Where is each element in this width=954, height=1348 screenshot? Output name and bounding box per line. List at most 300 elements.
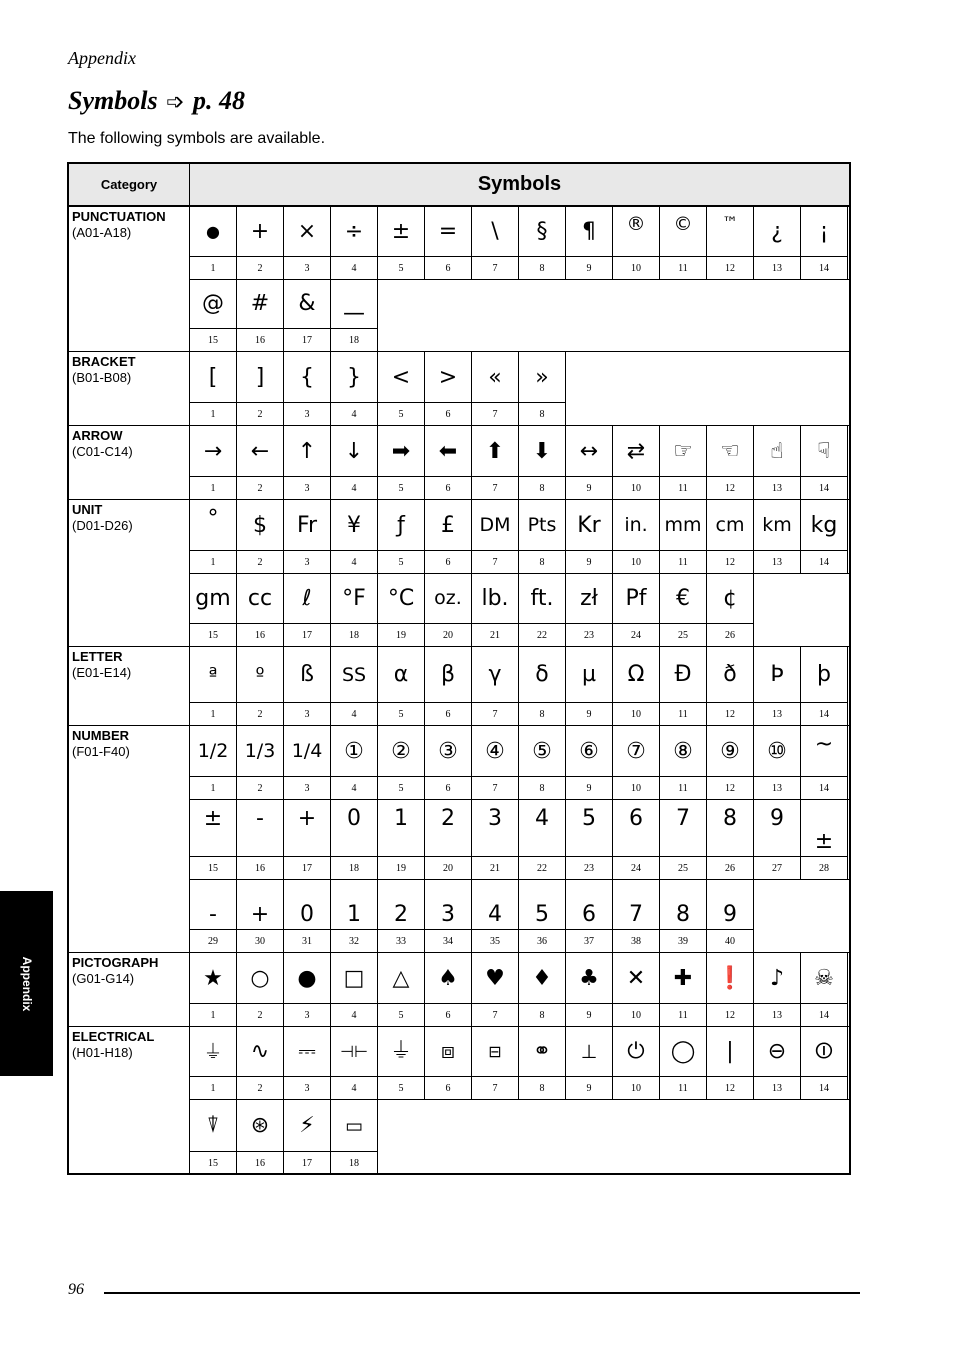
symbol-cell <box>754 800 801 880</box>
symbol-number: 3 <box>284 476 330 499</box>
symbol-number: 3 <box>284 1003 330 1026</box>
symbol-glyph: ♦ <box>532 965 552 991</box>
symbol-cell <box>472 207 519 280</box>
symbol-number: 9 <box>566 776 612 799</box>
symbol-cell <box>707 573 754 647</box>
symbol-number: 28 <box>801 856 847 879</box>
symbol-number: 2 <box>237 776 283 799</box>
symbol-number: 4 <box>331 702 377 725</box>
symbol-number: 13 <box>754 550 800 573</box>
symbol-number: 6 <box>425 776 471 799</box>
symbol-cell <box>425 880 472 953</box>
symbol-glyph: ⎓ <box>298 1039 316 1064</box>
symbol-number: 14 <box>801 256 847 279</box>
symbol-number: 16 <box>237 623 283 646</box>
symbol-number: 13 <box>754 1003 800 1026</box>
symbol-cell <box>613 726 660 800</box>
symbol-cell <box>472 426 519 500</box>
symbol-glyph: [ <box>208 364 218 390</box>
symbol-number: 22 <box>519 623 565 646</box>
symbol-cell <box>190 500 237 574</box>
symbol-number: 8 <box>519 1003 565 1026</box>
symbol-cell <box>331 500 378 574</box>
symbol-cell <box>754 953 801 1027</box>
symbol-number: 12 <box>707 702 753 725</box>
symbol-number: 17 <box>284 328 330 351</box>
symbol-glyph: ƒ <box>397 512 405 538</box>
symbol-glyph: { <box>300 364 314 390</box>
symbol-glyph: ® <box>626 213 646 235</box>
symbol-number: 1 <box>190 1003 236 1026</box>
symbol-glyph: ÷ <box>344 219 364 244</box>
symbol-number: 5 <box>378 1003 424 1026</box>
symbol-cell <box>378 1027 425 1100</box>
title-text: Symbols <box>68 86 158 115</box>
symbol-cell <box>425 726 472 800</box>
symbol-number: 18 <box>331 856 377 879</box>
symbol-glyph: lb. <box>481 585 509 611</box>
symbol-number: 11 <box>660 702 706 725</box>
symbol-cell <box>519 1027 566 1100</box>
footer-rule <box>104 1292 860 1294</box>
symbol-cell <box>378 573 425 647</box>
symbol-glyph: þ <box>817 662 831 687</box>
symbol-cell <box>284 953 331 1027</box>
symbol-number: 12 <box>707 256 753 279</box>
symbol-cell <box>707 880 754 953</box>
symbol-glyph: » <box>535 364 549 390</box>
symbol-glyph: + <box>297 806 317 831</box>
symbol-cell <box>566 953 613 1027</box>
symbol-number: 6 <box>425 256 471 279</box>
symbol-number: 9 <box>566 550 612 573</box>
symbol-glyph: ● <box>206 222 220 241</box>
symbol-number: 15 <box>190 623 236 646</box>
category-name: NUMBER <box>72 728 130 743</box>
symbol-cell <box>190 207 237 280</box>
symbol-cell <box>237 1027 284 1100</box>
symbol-glyph: ⑩ <box>767 738 787 764</box>
symbol-glyph: ¢ <box>723 585 737 611</box>
symbol-cell <box>237 500 284 574</box>
symbol-number: 23 <box>566 856 612 879</box>
symbol-number: 4 <box>331 256 377 279</box>
symbol-cell <box>284 207 331 280</box>
symbol-glyph: β <box>440 662 456 687</box>
symbol-number: 13 <box>754 702 800 725</box>
symbol-number: 12 <box>707 550 753 573</box>
symbol-cell <box>472 800 519 880</box>
symbol-glyph: ❗ <box>716 965 744 991</box>
symbol-number: 11 <box>660 776 706 799</box>
symbol-number: 10 <box>613 702 659 725</box>
symbol-glyph: 0 <box>300 902 314 927</box>
symbol-cell <box>754 1027 801 1100</box>
symbol-cell <box>378 352 425 426</box>
symbol-glyph: ☠ <box>814 965 834 991</box>
category-name: BRACKET <box>72 354 136 369</box>
symbol-glyph: ⚭ <box>532 1039 552 1064</box>
symbol-glyph: ♠ <box>438 965 458 991</box>
symbol-cell <box>284 1100 331 1175</box>
symbol-number: 16 <box>237 1151 283 1174</box>
symbol-cell <box>801 207 848 280</box>
symbol-glyph: # <box>250 291 270 316</box>
symbol-glyph: © <box>673 213 693 235</box>
symbol-cell <box>284 800 331 880</box>
symbol-number: 20 <box>425 856 471 879</box>
symbol-cell <box>237 647 284 726</box>
symbol-cell <box>707 500 754 574</box>
symbol-glyph: ★ <box>203 965 223 991</box>
symbol-number: 15 <box>190 1151 236 1174</box>
symbol-glyph: ↔ <box>579 438 599 464</box>
symbol-cell <box>190 800 237 880</box>
symbol-cell <box>519 726 566 800</box>
symbol-cell <box>190 726 237 800</box>
symbol-glyph: → <box>203 438 223 464</box>
symbol-glyph: - <box>256 806 264 831</box>
category-arrow <box>69 426 190 500</box>
symbol-number: 2 <box>237 550 283 573</box>
symbol-cell <box>331 726 378 800</box>
symbol-cell <box>754 426 801 500</box>
symbol-cell <box>519 953 566 1027</box>
category-range: (D01-D26) <box>72 518 133 533</box>
symbol-cell <box>660 426 707 500</box>
symbol-cell <box>519 880 566 953</box>
symbol-glyph: SS <box>341 663 367 686</box>
symbol-glyph: 5 <box>535 902 549 927</box>
symbol-glyph: + <box>250 902 270 927</box>
symbol-glyph: ◯ <box>670 1039 696 1064</box>
symbol-cell <box>754 726 801 800</box>
symbol-glyph: δ <box>535 662 549 687</box>
symbol-number: 27 <box>754 856 800 879</box>
symbol-cell <box>519 800 566 880</box>
symbol-glyph: × <box>297 219 317 244</box>
symbol-cell <box>237 880 284 953</box>
symbol-glyph: zł <box>580 585 598 611</box>
symbol-glyph: 1/2 <box>197 740 229 762</box>
symbol-number: 10 <box>613 476 659 499</box>
symbol-glyph: º <box>255 663 265 686</box>
header-symbols: Symbols <box>190 164 849 207</box>
symbol-glyph: ß <box>300 662 314 687</box>
symbol-number: 14 <box>801 476 847 499</box>
symbol-glyph: ± <box>203 806 223 831</box>
symbol-glyph: 7 <box>676 806 690 831</box>
symbol-cell <box>566 880 613 953</box>
symbol-glyph: $ <box>253 512 267 538</box>
symbol-cell <box>284 573 331 647</box>
symbol-cell <box>190 1027 237 1100</box>
symbol-glyph: in. <box>624 514 648 536</box>
running-head: Appendix <box>68 48 136 68</box>
symbol-cell <box>284 880 331 953</box>
symbol-number: 12 <box>707 1076 753 1099</box>
symbol-cell <box>237 800 284 880</box>
symbol-glyph: ⑧ <box>673 738 693 764</box>
symbols-table <box>67 162 851 1175</box>
symbol-glyph: ℓ <box>302 585 312 611</box>
category-pictograph <box>69 953 190 1027</box>
symbol-number: 14 <box>801 702 847 725</box>
symbol-number: 2 <box>237 1076 283 1099</box>
symbol-glyph: ☜ <box>720 438 740 464</box>
symbol-cell <box>566 800 613 880</box>
symbol-number: 14 <box>801 1076 847 1099</box>
symbol-number: 9 <box>566 702 612 725</box>
symbol-cell <box>707 953 754 1027</box>
symbol-cell <box>237 426 284 500</box>
symbol-cell <box>378 953 425 1027</box>
symbol-number: 7 <box>472 256 518 279</box>
symbol-glyph: ± <box>814 829 834 854</box>
symbol-number: 8 <box>519 776 565 799</box>
symbol-cell <box>190 279 237 352</box>
symbol-number: 16 <box>237 328 283 351</box>
symbol-number: 16 <box>237 856 283 879</box>
symbol-number: 7 <box>472 702 518 725</box>
symbol-cell <box>425 800 472 880</box>
symbol-glyph: ⍒ <box>206 1113 220 1138</box>
symbol-cell <box>331 880 378 953</box>
symbol-cell <box>660 726 707 800</box>
symbol-number: 25 <box>660 856 706 879</box>
symbol-cell <box>331 953 378 1027</box>
symbol-number: 12 <box>707 1003 753 1026</box>
symbol-number: 37 <box>566 929 612 952</box>
symbol-cell <box>566 647 613 726</box>
symbol-number: 14 <box>801 550 847 573</box>
symbol-cell <box>425 500 472 574</box>
symbol-cell <box>566 1027 613 1100</box>
symbol-number: 3 <box>284 402 330 425</box>
symbol-cell <box>801 500 848 574</box>
page-title <box>68 86 245 116</box>
symbol-glyph: 0 <box>347 806 361 831</box>
symbol-glyph: ♪ <box>769 965 785 991</box>
symbol-glyph: km <box>762 514 792 536</box>
symbol-number: 24 <box>613 623 659 646</box>
symbol-glyph: \ <box>491 219 499 244</box>
symbol-cell <box>237 279 284 352</box>
title-page-ref[interactable]: p. 48 <box>193 86 246 115</box>
symbol-cell <box>613 426 660 500</box>
symbol-glyph: DM <box>479 514 511 536</box>
symbol-glyph: Pf <box>625 585 647 611</box>
symbol-glyph: 3 <box>488 806 502 831</box>
category-name: LETTER <box>72 649 123 664</box>
symbol-number: 8 <box>519 256 565 279</box>
symbol-glyph: € <box>676 585 690 611</box>
symbol-number: 5 <box>378 476 424 499</box>
category-range: (E01-E14) <box>72 665 132 680</box>
category-letter <box>69 647 190 726</box>
symbol-number: 11 <box>660 476 706 499</box>
page-number: 96 <box>68 1281 84 1298</box>
category-name: PICTOGRAPH <box>72 955 159 970</box>
symbol-glyph: 1 <box>347 902 361 927</box>
symbol-number: 5 <box>378 550 424 573</box>
symbol-number: 7 <box>472 776 518 799</box>
symbol-cell <box>425 352 472 426</box>
symbol-cell <box>707 207 754 280</box>
symbol-glyph: ⊛ <box>250 1113 270 1138</box>
symbol-cell <box>331 426 378 500</box>
symbol-glyph: ▭ <box>345 1114 363 1137</box>
symbol-cell <box>472 880 519 953</box>
symbol-cell <box>801 800 848 880</box>
symbol-number: 4 <box>331 476 377 499</box>
symbol-cell <box>519 573 566 647</box>
symbol-glyph: 4 <box>535 806 549 831</box>
symbol-glyph: 4 <box>488 902 502 927</box>
symbol-cell <box>660 1027 707 1100</box>
symbol-number: 19 <box>378 856 424 879</box>
symbol-glyph: ⑤ <box>532 738 552 764</box>
symbol-number: 4 <box>331 1003 377 1026</box>
symbol-number: 13 <box>754 256 800 279</box>
symbol-glyph: ☞ <box>673 438 693 464</box>
symbol-number: 2 <box>237 256 283 279</box>
symbol-cell <box>519 647 566 726</box>
symbol-cell <box>566 726 613 800</box>
symbol-number: 10 <box>613 256 659 279</box>
symbol-glyph: § <box>536 219 548 244</box>
symbol-glyph: ③ <box>438 738 458 764</box>
side-tab <box>0 891 53 1076</box>
symbol-number: 1 <box>190 702 236 725</box>
symbol-cell <box>613 1027 660 1100</box>
symbol-number: 2 <box>237 402 283 425</box>
symbol-cell <box>519 500 566 574</box>
symbol-cell <box>284 726 331 800</box>
symbol-number: 17 <box>284 856 330 879</box>
symbol-number: 10 <box>613 1003 659 1026</box>
symbol-cell <box>284 500 331 574</box>
symbol-cell <box>801 726 848 800</box>
symbol-glyph: ¶ <box>582 219 596 244</box>
symbol-cell <box>425 647 472 726</box>
symbol-cell <box>707 1027 754 1100</box>
symbol-glyph: ⑥ <box>579 738 599 764</box>
symbol-glyph: ⏼ <box>815 1039 833 1064</box>
symbol-glyph: ⬅ <box>438 438 458 464</box>
symbol-cell <box>378 647 425 726</box>
row-divider <box>190 1174 849 1175</box>
symbol-cell <box>378 726 425 800</box>
symbol-cell <box>801 953 848 1027</box>
symbol-glyph: ð <box>723 662 737 687</box>
symbol-number: 11 <box>660 550 706 573</box>
symbol-cell <box>237 1100 284 1175</box>
symbol-number: 40 <box>707 929 753 952</box>
symbol-glyph: 6 <box>582 902 596 927</box>
symbol-glyph: °C <box>387 585 415 611</box>
symbol-number: 36 <box>519 929 565 952</box>
category-name: ELECTRICAL <box>72 1029 155 1044</box>
symbol-glyph: ● <box>297 965 317 991</box>
symbol-glyph: 9 <box>723 902 737 927</box>
symbol-cell <box>472 500 519 574</box>
symbol-cell <box>237 573 284 647</box>
symbol-cell <box>801 647 848 726</box>
symbol-glyph: ← <box>250 438 270 464</box>
symbol-glyph: ⊣⊢ <box>340 1042 368 1061</box>
symbol-number: 21 <box>472 623 518 646</box>
symbol-number: 6 <box>425 476 471 499</box>
symbol-cell <box>425 573 472 647</box>
category-name: PUNCTUATION <box>72 209 166 224</box>
symbol-cell <box>472 726 519 800</box>
symbol-glyph: 1 <box>394 806 408 831</box>
category-bracket <box>69 352 190 426</box>
symbol-glyph: ⊟ <box>488 1042 502 1061</box>
symbol-number: 1 <box>190 256 236 279</box>
symbol-cell <box>331 800 378 880</box>
symbol-cell <box>378 500 425 574</box>
symbol-glyph: 2 <box>394 902 408 927</box>
symbol-glyph: 8 <box>723 806 737 831</box>
symbol-number: 5 <box>378 1076 424 1099</box>
symbol-cell <box>331 573 378 647</box>
symbol-glyph: ⑨ <box>720 738 740 764</box>
symbol-cell <box>613 800 660 880</box>
symbol-cell <box>284 352 331 426</box>
category-name: UNIT <box>72 502 103 517</box>
symbol-cell <box>660 880 707 953</box>
symbol-glyph: Ω <box>627 662 645 687</box>
symbol-number: 6 <box>425 1076 471 1099</box>
symbol-cell <box>660 800 707 880</box>
symbol-number: 6 <box>425 1003 471 1026</box>
symbol-glyph: ✚ <box>673 965 693 991</box>
symbol-glyph: } <box>347 364 361 390</box>
symbol-glyph: gm <box>195 585 231 611</box>
symbol-number: 18 <box>331 623 377 646</box>
category-name: ARROW <box>72 428 123 443</box>
symbol-number: 38 <box>613 929 659 952</box>
symbol-cell <box>190 1100 237 1175</box>
symbol-cell <box>613 207 660 280</box>
symbol-glyph: ⇄ <box>626 438 646 464</box>
symbol-glyph: 2 <box>441 806 455 831</box>
symbol-glyph: kg <box>810 512 838 538</box>
symbol-glyph: ② <box>391 738 411 764</box>
symbol-glyph: ⏚ <box>203 1040 223 1063</box>
symbol-glyph: △ <box>392 965 410 991</box>
symbol-cell <box>566 573 613 647</box>
symbol-number: 13 <box>754 1076 800 1099</box>
symbol-number: 8 <box>519 550 565 573</box>
symbol-cell <box>284 279 331 352</box>
symbol-glyph: ⬇ <box>532 438 552 464</box>
symbol-cell <box>378 207 425 280</box>
symbol-glyph: ⧈ <box>441 1039 455 1064</box>
category-range: (G01-G14) <box>72 971 135 986</box>
symbol-number: 9 <box>566 476 612 499</box>
symbol-cell <box>519 207 566 280</box>
symbol-cell <box>331 1027 378 1100</box>
symbol-number: 21 <box>472 856 518 879</box>
symbol-number: 35 <box>472 929 518 952</box>
symbol-glyph: & <box>298 291 316 316</box>
symbol-number: 22 <box>519 856 565 879</box>
symbol-number: 8 <box>519 702 565 725</box>
symbol-number: 29 <box>190 929 236 952</box>
